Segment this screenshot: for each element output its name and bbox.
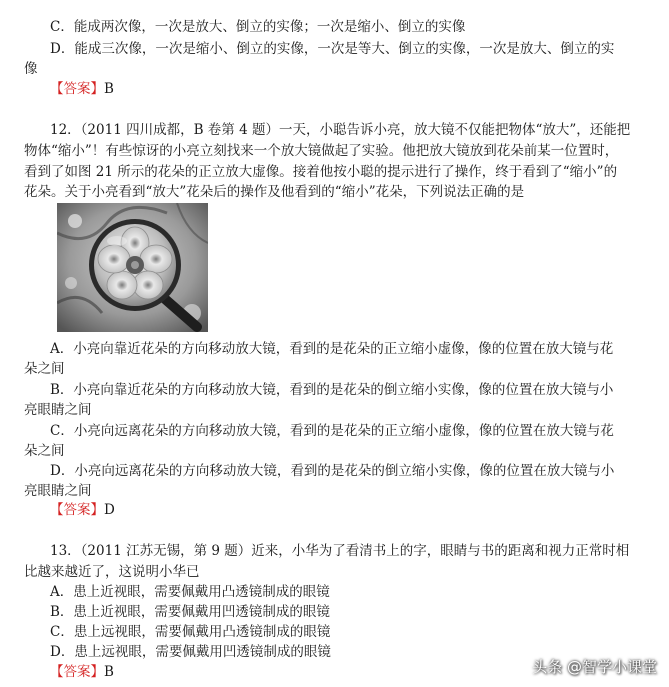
q12-stem-line3: 看到了如图 21 所示的花朵的正立放大虚像。接着他按小聪的提示进行了操作，终于看到了“缩小”的 bbox=[24, 164, 618, 180]
source-watermark: 头条 @智学小课堂 bbox=[532, 658, 657, 676]
answer-value: B bbox=[104, 664, 114, 680]
q13-stem-line2: 比越来越近了，这说明小华已 bbox=[24, 564, 200, 580]
q12-option-c-cont: 朵之间 bbox=[24, 443, 65, 459]
figure-21-magnifier-photo bbox=[57, 203, 208, 332]
q12-option-a-cont: 朵之间 bbox=[24, 361, 65, 377]
prev-option-c: C．能成两次像，一次是放大、倒立的实像；一次是缩小、倒立的实像 bbox=[50, 19, 466, 35]
prev-option-d: D．能成三次像，一次是缩小、倒立的实像，一次是等大、倒立的实像，一次是放大、倒立的实 bbox=[50, 41, 615, 57]
q12-option-c: C．小亮向远离花朵的方向移动放大镜，看到的是花朵的正立缩小虚像，像的位置在放大镜与花 bbox=[50, 423, 614, 439]
answer-value: B bbox=[104, 81, 114, 97]
answer-label: 【答案】 bbox=[50, 81, 104, 97]
q13-stem-line1: 13．（2011 江苏无锡，第 9 题）近来，小华为了看清书上的字，眼睛与书的距离和视力正常时相 bbox=[50, 543, 630, 559]
prev-option-d-cont: 像 bbox=[24, 61, 38, 77]
q13-option-b: B．患上近视眼，需要佩戴用凹透镜制成的眼镜 bbox=[50, 604, 330, 620]
prev-answer bbox=[50, 79, 114, 99]
answer-label: 【答案】 bbox=[50, 664, 104, 680]
q12-option-b-cont: 亮眼睛之间 bbox=[24, 402, 92, 418]
answer-value: D bbox=[104, 502, 115, 518]
q12-option-d: D．小亮向远离花朵的方向移动放大镜，看到的是花朵的倒立缩小实像，像的位置在放大镜与小 bbox=[50, 463, 615, 479]
answer-label: 【答案】 bbox=[50, 502, 104, 518]
q13-option-c: C．患上远视眼，需要佩戴用凸透镜制成的眼镜 bbox=[50, 624, 331, 640]
q13-option-d: D．患上远视眼，需要佩戴用凹透镜制成的眼镜 bbox=[50, 644, 331, 660]
q13-option-a: A．患上近视眼，需要佩戴用凸透镜制成的眼镜 bbox=[50, 584, 330, 600]
q12-stem-line1: 12．（2011 四川成都，B 卷第 4 题）一天，小聪告诉小亮，放大镜不仅能把物体“放大”，还能把 bbox=[50, 122, 631, 138]
q12-answer bbox=[50, 500, 115, 520]
q12-stem-line4: 花朵。关于小亮看到“放大”花朵后的操作及他看到的“缩小”花朵，下列说法正确的是 bbox=[24, 184, 525, 200]
q12-option-d-cont: 亮眼睛之间 bbox=[24, 483, 92, 499]
q13-answer bbox=[50, 662, 114, 682]
q12-stem-line2: 物体“缩小”！有些惊讶的小亮立刻找来一个放大镜做起了实验。他把放大镜放到花朵前某一位置时， bbox=[24, 143, 619, 159]
q12-option-b: B．小亮向靠近花朵的方向移动放大镜，看到的是花朵的倒立缩小实像，像的位置在放大镜与小 bbox=[50, 382, 614, 398]
q12-option-a: A．小亮向靠近花朵的方向移动放大镜，看到的是花朵的正立缩小虚像，像的位置在放大镜与花 bbox=[50, 341, 614, 357]
